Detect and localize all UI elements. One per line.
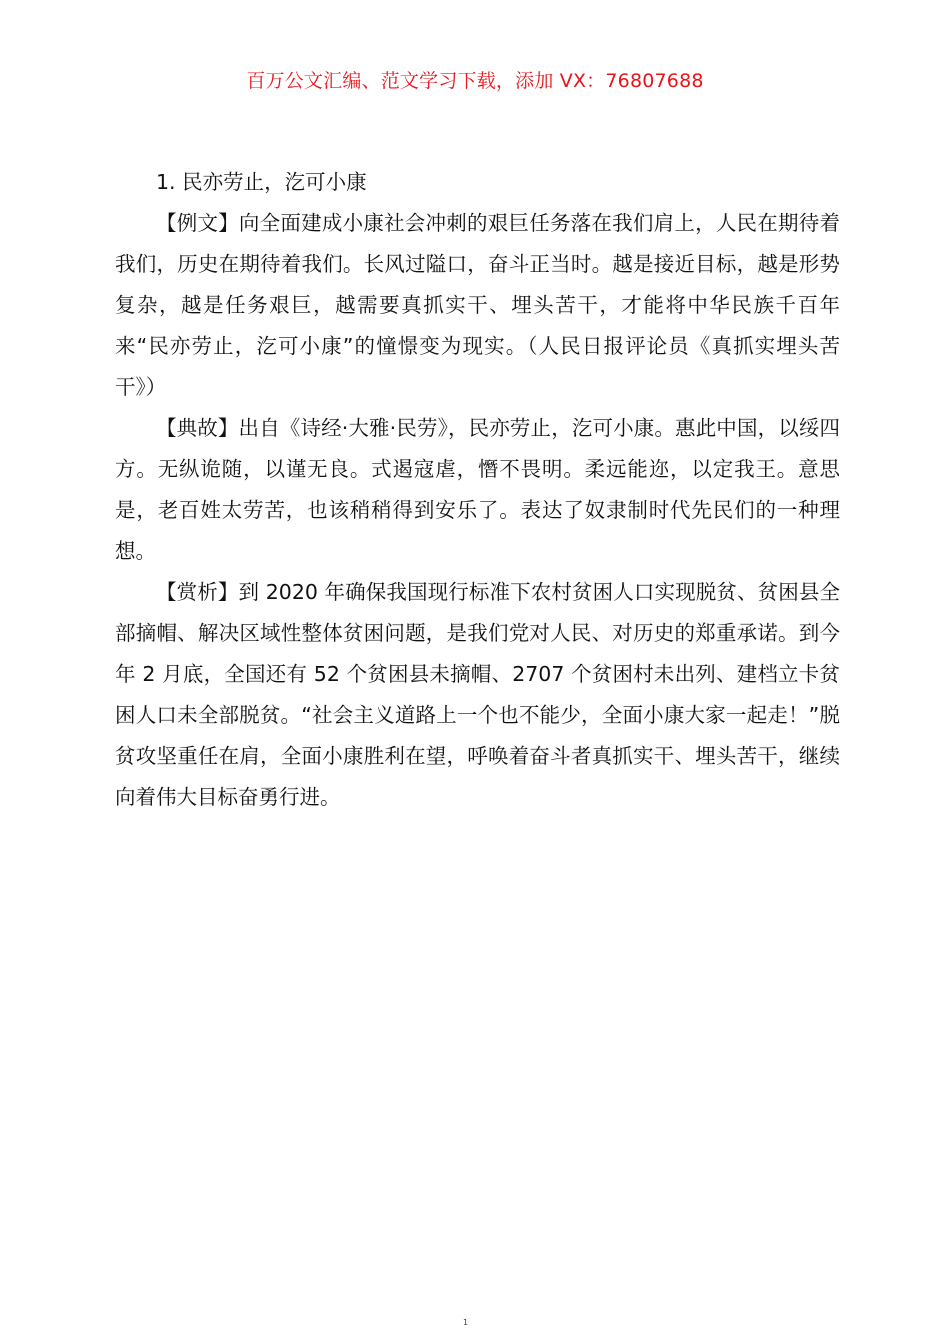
document-body xyxy=(115,162,840,818)
allusion-paragraph: 【典故】出自《诗经·大雅·民劳》，民亦劳止，汔可小康。惠此中国，以绥四方。无纵诡随，以谨无良。式遏寇虐，憯不畏明。柔远能迩，以定我王。意思是，老百姓太劳苦，也该稍稍得到安乐了。表达了奴隶制时代先民们的一种理想。 xyxy=(115,416,840,563)
watermark-header: 百万公文汇编、范文学习下载，添加 VX：76807688 xyxy=(246,70,704,92)
section-heading: 1. 民亦劳止，汔可小康 xyxy=(156,170,367,194)
analysis-paragraph: 【赏析】到 2020 年确保我国现行标准下农村贫困人口实现脱贫、贫困县全部摘帽、解决区域性整体贫困问题，是我们党对人民、对历史的郑重承诺。到今年 2 月底，全国还有 52 个贫困县未摘帽、2707 个贫困村未出列、建档立卡贫困人口未全部脱贫。“社会主义道路上一个也不能少，全面小康大家一起走！”脱贫攻坚重任在肩，全面小康胜利在望，呼唤着奋斗者真抓实干、埋头苦干，继续向着伟大目标奋勇行进。 xyxy=(115,580,840,809)
example-paragraph: 【例文】向全面建成小康社会冲刺的艰巨任务落在我们肩上，人民在期待着我们，历史在期待着我们。长风过隘口，奋斗正当时。越是接近目标，越是形势复杂，越是任务艰巨，越需要真抓实干、埋头苦干，才能将中华民族千百年来“民亦劳止，汔可小康”的憧憬变为现实。（人民日报评论员《真抓实埋头苦干》） xyxy=(115,211,840,399)
page-number: 1 xyxy=(463,1318,469,1327)
